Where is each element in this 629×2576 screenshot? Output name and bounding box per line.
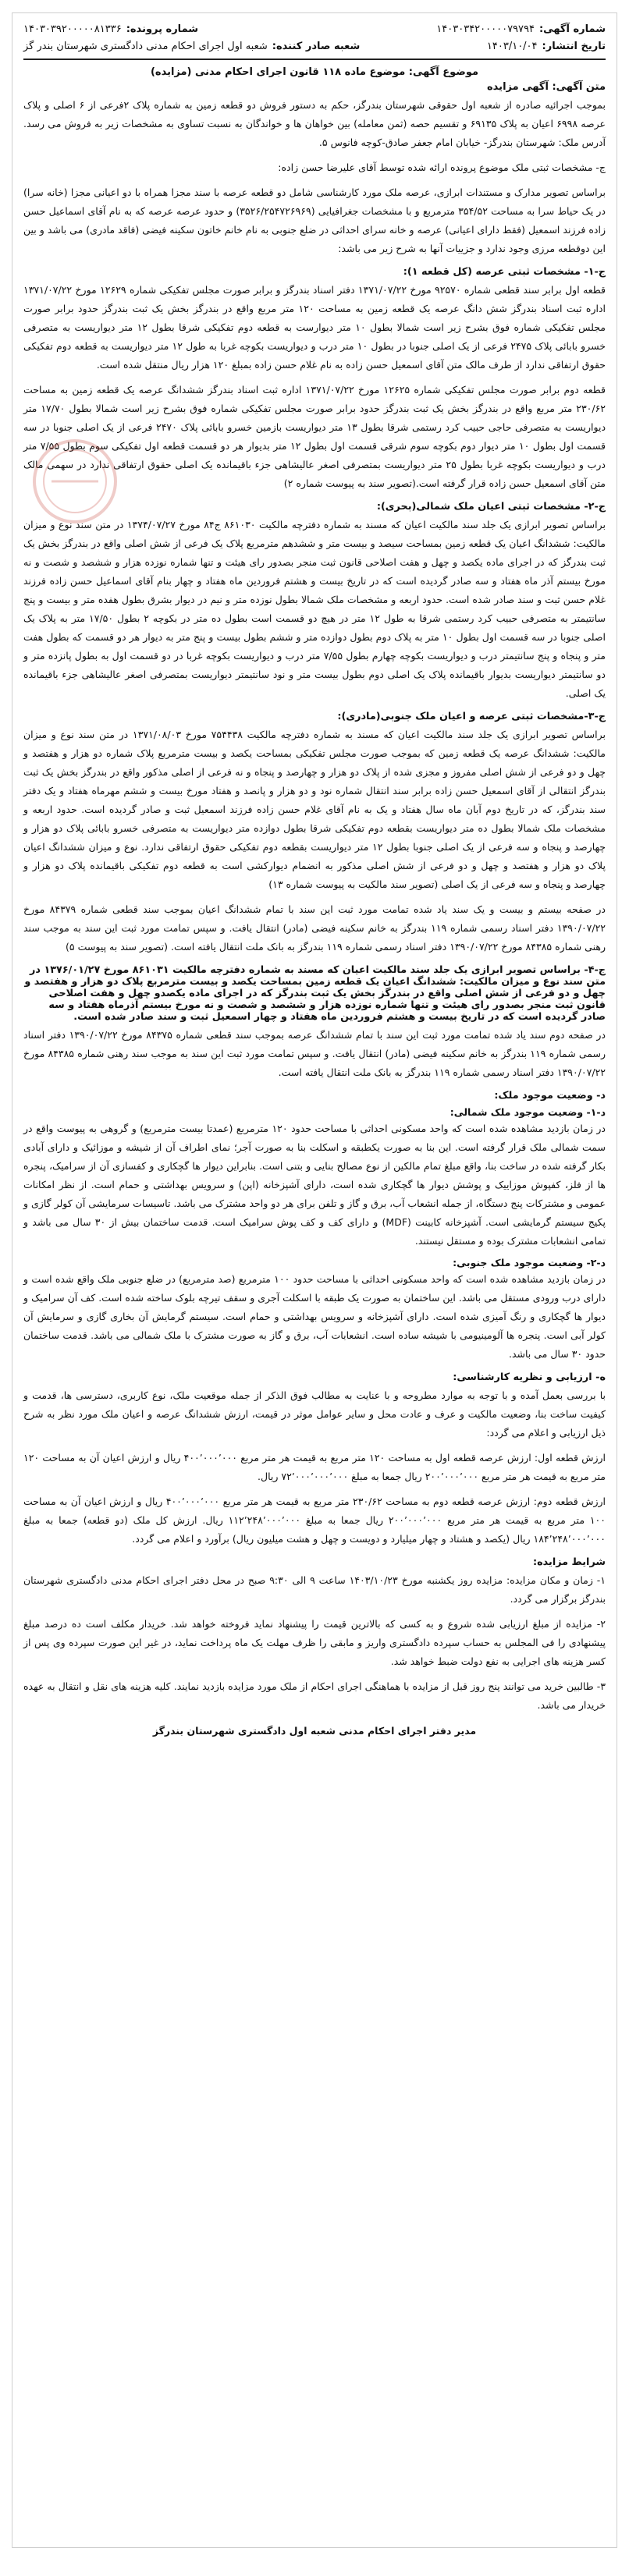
header-row-1 <box>23 21 606 38</box>
section-4-title: ج-۴- براساس تصویر ابرازی یک جلد سند مالکیت اعیان که مسند به شماره دفترچه مالکیت ۸۶۱۰۳۱ مورخ ۱۳۷۶/۰۱/۲۷ در متن سند نوع و میزان مالکیت: ششدانگ اعیان یک قطعه زمین بمساحت یکصد و بیست مترمربع پلاک دو هزار و هفتصد و چهل و دو فرعی از شش اصلی واقع در بندرگز بخش یک ثبت بندرگز که در اجرای ماده یکصدو چهل و هفت اصلاحی قانون ثبت منجر بصدور رای هیئت و تنها شماره نوزده هزار و ششصد و شصت و نه مورخ بیستم آذرماه هفتاد و سه صادر گردیده است که در تاریخ بیست و هشتم فروردین ماه هفتاد و چهار اسمعیل ثبت و سند صادر شده است. <box>24 964 606 1023</box>
section-h-p1: با بررسی بعمل آمده و با توجه به موارد مطروحه و با عنایت به مطالب فوق الذکر از جمله موقعیت ملک، نوع کاربری، دسترسی ها، قدمت و کیفیت ساخت بنا، وضعیت مالکیت و عرف و عادت محل و سایر عوامل موثر در قیمت، ارزش ششدانگ عرصه و اعیان ملک مورد نظر به شرح ذیل ارزیابی و اعلام می گردد: <box>23 1389 606 1439</box>
section-1-p2: قطعه دوم برابر صورت مجلس تفکیکی شماره ۱۲۶۲۵ مورخ ۱۳۷۱/۰۷/۲۲ اداره ثبت اسناد بندرگز ششدانگ عرصه یک قطعه زمین به مساحت ۲۳۰/۶۲ متر مربع واقع در بندرگز بخش یک ثبت بندرگز حدود برابر صورت مجلس تفکیکی شماره فوق بشرح زیر است شمالا بطول ۱۷/۷۰ متر دیواریست به متصرفی حاجی حبیب کرد رستمی شرقا بطول ۱۳ متر دیواریست بازمین خسرو بابائی پلاک ۲۴۷۰ فرعی از یک اصلی جنوبا در سه قسمت اول بطول ۱۰ متر دیوار دوم بکوچه سوم شرقی قسمت اول بطول ۱۲ متر بدیوار هر دو قسمت قطعه اول تفکیکی سوم بطول ۷/۵۵ متر درب و دیواریست بکوچه غربا بطول ۲۵ متر دیواریست بمتصرفی اصغر عالیشاهی جزء باقیمانده یک اصلی حقوق ارتفاقی ندارد در سهمی مالک متن آقای اسمعیل حسن زاده قرار گرفته است.(تصویر سند به پیوست شماره ۲) <box>23 384 606 489</box>
issue-date: تاریخ انتشار: ۱۴۰۳/۱۰/۰۴ <box>486 41 606 52</box>
signature: مدیر دفتر اجرای احکام مدنی شعبه اول دادگستری شهرستان بندرگز <box>152 1725 477 1737</box>
section-h-p3: ارزش قطعه دوم: ارزش عرصه قطعه دوم به مساحت ۲۳۰/۶۲ متر مربع به قیمت هر متر مربع ۴۰۰٬۰۰۰٬۰۰۰ ریال و ارزش اعیان آن به مساحت ۱۰۰ متر مربع به قیمت هر متر مربع ۲۰۰٬۰۰۰٬۰۰۰ ریال جمعا به مبلغ ۱۱۲٬۲۴۸٬۰۰۰٬۰۰۰ ریال. ارزش کل ملک (دو قطعه) جمعا به مبلغ ۱۸۴٬۲۴۸٬۰۰۰٬۰۰۰ ریال (یکصد و هشتاد و چهار میلیارد و دویست و چهل و هشت میلیون ریال) برآورد و اعلام می گردد. <box>23 1496 606 1545</box>
notice-number: شماره آگهی: ۱۴۰۳۰۳۴۲۰۰۰۰۰۷۹۷۹۴ <box>436 23 606 35</box>
auction-p2: ۲- مزایده از مبلغ ارزیابی شده شروع و به کسی که بالاترین قیمت را پیشنهاد نماید فروخته خواهد شد. خریدار مکلف است ده درصد مبلغ پیشنهادی را فی المجلس به حساب سپرده دادگستری واریز و مابقی را ظرف مهلت یک ماه پرداخت نماید، در غیر این صورت سپرده وی پس از کسر هزینه های اجرایی به نفع دولت ضبط خواهد شد. <box>23 1618 606 1667</box>
section-4-p2: در صفحه دوم سند یاد شده تمامت مورد ثبت این سند با تمام ششدانگ عرصه بموجب سند قطعی شماره ۸۴۳۷۵ مورخ ۱۳۹۰/۰۷/۲۲ دفتر اسناد رسمی شماره ۱۱۹ بندرگز به خانم سکینه فیضی (مادر) انتقال یافت. و سپس تمامت مورد ثبت این سند به موجب سند رهنی شماره ۸۴۳۸۵ مورخ ۱۳۹۰/۰۷/۲۲ دفتر اسناد رسمی شماره ۱۱۹ بندرگز به بانک ملت انتقال یافته است. <box>23 1029 606 1078</box>
issuing-branch: شعبه صادر کننده: شعبه اول اجرای احکام مدنی دادگستری شهرستان بندر گز <box>23 41 361 52</box>
auction-title: شرایط مزایده: <box>532 1556 606 1568</box>
notice-page <box>12 12 617 2548</box>
auction-p1: ۱- زمان و مکان مزایده: مزایده روز یکشنبه مورخ ۱۴۰۳/۱۰/۲۳ ساعت ۹ الی ۹:۳۰ صبح در محل دفتر اجرای احکام مدنی دادگستری شهرستان بندرگز برگزار می گردد. <box>23 1574 606 1605</box>
footer <box>23 1723 606 1740</box>
section-2-p1: براساس تصویر ابرازی یک جلد سند مالکیت اعیان که مسند به شماره دفترچه مالکیت ۸۶۱۰۳۰ ج۸۴ مورخ ۱۳۷۴/۰۷/۲۷ در متن سند نوع و میزان مالکیت: ششدانگ اعیان یک قطعه زمین بمساحت سیصد و بیست متر و ششدهم مترمربع پلاک یک فرعی از شش اصلی واقع در بندرگز بخش یک ثبت بندرگز که در اجرای ماده یکصد و چهل و هفت اصلاحی قانون ثبت منجر بصدور رای هیئت و تنها شماره نوزده هزار و ششصد و شصت و نه مورخ بیستم آذر ماه هفتاد و سه صادر گردیده است که در تاریخ بیست و هشتم فروردین ماه هفتاد و چهار بنام آقای اسماعیل حسن زاده فرزند غلام حسن ثبت و سند صادر شده است. حدود اربعه و مشخصات ملک شمالا بطول نوزده متر و نیم در دیوار بشرق بطول هفده متر و بیست و پنج سانتیمتر به متصرفی حبیب کرد رستمی شرقا به طول ۱۲ متر در هیچ دو قسمت است بطول ده متر در بکوچه ۲ بطول ۱۷/۵۰ متر به پلاک یک اصلی جنوبا در سه قسمت اول بطول ۱۰ متر به پلاک دوم بطول دوازده متر و ششم بطول بیست و پنج متر به دیوار هر دو قسمت که بطول هفت متر و پنجاه و پنج سانتیمتر درب و دیواریست بکوچه چهارم بطول ۷/۵۵ متر درب و دیواریست بکوچه غربا در دو قسمت اول به بطول پانزده متر و دو سانتیمتر دیواریست بدیوار باقیمانده پلاک یک اصلی دوم بطول بیست متر و نود سانتیمتر دیواریست بمتصرفی اصغر عالیشاهی جزء باقیمانده یک اصلی. <box>23 519 606 699</box>
section-d2-p1: در زمان بازدید مشاهده شده است که واحد مسکونی احداثی با مساحت حدود ۱۰۰ مترمربع (صد مترمربع) در ضلع جنوبی ملک واقع شده است و دارای درب ورودی مستقل می باشد. این ساختمان به صورت یک طبقه با اسکلت آجری و سقف تیرچه بلوک ساخته شده است. کف آن سرامیک و دیوار ها گچکاری و رنگ آمیزی شده است. دارای آشپزخانه و سرویس بهداشتی و حمام است. سیستم گرمایش آن بخاری گازی و سرمایش آن کولر آبی است. پنجره ها آلومینیومی با شیشه ساده است. انشعابات آب، برق و گاز به صورت مشترک با ملک شمالی می باشد. قدمت ساختمان حدود ۳۰ سال می باشد. <box>23 1273 606 1360</box>
section-d2-title: د-۲- وضعیت موجود ملک جنوبی: <box>453 1257 606 1268</box>
file-number: شماره پرونده: ۱۴۰۳۰۳۹۲۰۰۰۰۰۸۱۳۳۶ <box>23 23 199 35</box>
section-3-p1: براساس تصویر ابرازی یک جلد سند مالکیت اعیان که مسند به شماره دفترچه مالکیت ۷۵۴۴۳۸ مورخ ۱۳۷۱/۰۸/۰۳ در متن سند نوع و میزان مالکیت: ششدانگ عرصه یک قطعه زمین که بموجب صورت مجلس تفکیکی بمساحت یکصد و بیست مترمربع پلاک شماره دو هزار و هفتصد و چهل و دو فرعی از شش اصلی مفروز و مجزی شده از پلاک دو هزار و چهارصد و پنجاه و نه فرعی از اصلی مذکور واقع در بندرگز بخش یک ثبت بندرگز انتقالی از آقای اسمعیل حسن زاده برابر سند انتقال شماره نود و دو هزار و پانصد و هفتاد مورخ بیست و ششم مهرماه هفتاد و یک دفتر سند بندرگز، که در تاریخ دوم آبان ماه سال هفتاد و یک به نام آقای غلام حسن زاده فرزند اسمعیل ثبت و صادر گردیده است. حدود اربعه و مشخصات ملک شمالا بطول ده متر دیواریست بقطعه دوم تفکیکی شرقا بطول دوازده متر دیواریست به متصرفی خسرو بابائی پلاک دو هزار و چهارصد و پنجاه و سه فرعی از یک اصلی جنوبا بطول ۱۲ متر دیواریست بقطعه دوم تفکیکی حقوق ارتفاقی ندارد. نوع و میزان ششدانگ اعیان پلاک دو هزار و هفتصد و چهل و دو فرعی از شش اصلی مذکور به انضمام دیوارکشی است به قطعه دوم تفکیکی باقیمانده پلاک دو هزار و چهارصد و پنجاه و سه فرعی از یک اصلی (تصویر سند مالکیت به پیوست شماره ۱۳) <box>23 729 606 890</box>
review-paragraph: براساس تصویر مدارک و مستندات ابرازی، عرصه ملک مورد کارشناسی شامل دو قطعه عرصه با سند مجزا همراه با دو اعیانی مجزا (خانه سرا) در یک حیاط سرا به مساحت ۳۵۴/۵۲ مترمربع و با مشخصات جغرافیایی (۳۵۲۶/۲۵۴۷۲۶۹۶۹) و حدود عرصه عرصه که به نام آقای اسماعیل حسن زاده فرزند اسمعیل (فقط دارای اعیانی) عرصه و خانه سرای احداثی در ضلع جنوبی به نام خانم خاتون سکینه فیضی (فاقد مادری) می باشد و بین این دوقطعه مرزی وجود ندارد و جزییات آنها به شرح زیر می باشد: <box>23 186 606 254</box>
section-2-title: ج-۲- مشخصات ثبتی اعیان ملک شمالی(بحری): <box>376 501 606 513</box>
divider <box>23 59 606 60</box>
section-d1-title: د-۱- وضعیت موجود ملک شمالی: <box>450 1106 606 1118</box>
section-3-title: ج-۳-مشخصات ثبتی عرصه و اعیان ملک جنوبی(مادری): <box>337 711 606 722</box>
intro-paragraph: بموجب اجرائیه صادره از شعبه اول حقوقی شهرستان بندرگز، حکم به دستور فروش دو قطعه زمین به شماره پلاک ۲فرعی از ۶ اصلی و پلاک عرصه ۶۹۹۸ اعیان به پلاک ۶۹۱۳۵ و تقسیم حصه (ثمن معامله) بین خواهان ها و خواندگان به نسبت تساوی به مشخصات زیر به فروش می رسد. آدرس ملک: شهرستان بندرگز- خیابان امام جعفر صادق-کوچه فانوس ۵. <box>23 99 606 148</box>
section-d1-p1: در زمان بازدید مشاهده شده است که واحد مسکونی احداثی با مساحت حدود ۱۲۰ مترمربع (عمدتا بیست مترمربع) و گروهی به پیوست واقع در سمت شمالی ملک قرار گرفته است. این بنا به صورت یکطبقه و اسکلت بنا به صورت آجر؛ نمای اطراف آن از شیشه و موزائیک و دارای آبادی بکار گرفته شده در ساخت بنا، واقع مبلغ تمام مالکین از نوع مصالح بنایی و بتنی است. بنابراین دیوار ها گچکاری و کفسازی آن از سرامیک، پنجره ها از فلز، کفپوش موزاییک و پوشش دیوار ها گچکاری شده است، دارای آشپزخانه (اپن) و سرویس بهداشتی و حمام است. از نظر امکانات عمومی و مشترکات پنج دستگاه، از جمله انشعاب آب، برق و گاز و تلفن برای هر دو واحد مشترک می باشد. تاسیسات سرمایشی آن کولر گازی و پکیج سیستم گرمایشی است. آشپزخانه کابینت (MDF) و دارای کف و کف پوش سرامیک است. قدمت ساختمان بیش از ۳۰ سال می باشد و تمامی انشعابات مشترک بوده و مستقل نیستند. <box>23 1123 606 1247</box>
section-3-p2: در صفحه بیستم و بیست و یک سند یاد شده تمامت مورد ثبت این سند با تمام ششدانگ اعیان بموجب سند قطعی شماره ۸۴۳۷۹ مورخ ۱۳۹۰/۰۷/۲۲ دفتر اسناد رسمی شماره ۱۱۹ بندرگز به خانم سکینه فیضی (مادر) انتقال یافت. و سپس تمامت مورد ثبت این سند به موجب سند رهنی شماره ۸۴۳۸۵ مورخ ۱۳۹۰/۰۷/۲۲ دفتر اسناد رسمی شماره ۱۱۹ بندرگز به بانک ملت انتقال یافته است. (تصویر سند به پیوست ۵) <box>23 903 606 953</box>
header-row-2 <box>23 38 606 55</box>
section-1-p1: قطعه اول برابر سند قطعی شماره ۹۲۵۷۰ مورخ ۱۳۷۱/۰۷/۲۲ دفتر اسناد بندرگز و برابر صورت مجلس تفکیکی شماره ۱۲۶۲۹ مورخ ۱۳۷۱/۰۷/۲۲ اداره ثبت اسناد بندرگز شش دانگ عرصه یک قطعه زمین به مساحت ۱۲۰ متر مربع واقع در بندرگز بخش یک ثبت بندرگز حدود برابر صورت مجلس تفکیکی شماره فوق بشرح زیر است شمالا بطول ۱۰ متر دیوارست به قطعه دوم تفکیکی شرقا بطول ۱۲ متر دیواریست به متصرفی خسرو بابائی پلاک ۲۴۷۵ فرعی از یک اصلی جنوبا در بطول ۱۰ متر درب و دیواریست بکوچه غربا به طول ۱۲ متر دیواریست به قطعه دوم تفکیکی حقوق ارتفاقی ندارد از طرف مالک متن آقای اسمعیل حسن زاده به نام غلام حسن زاده بمبلغ ۱۲۰ هزار ریال منتقل شده است. <box>23 284 606 371</box>
section-d-title: د- وضعیت موجود ملک: <box>494 1090 606 1102</box>
section-1-title: ج-۱- مشخصات ثبتی عرصه (کل قطعه ۱): <box>403 266 606 278</box>
basis-paragraph: ج- مشخصات ثبتی ملک موضوع پرونده ارائه شده توسط آقای علیرضا حسن زاده: <box>278 161 606 173</box>
auction-p3: ۳- طالبین خرید می توانند پنج روز قبل از مزایده با هماهنگی اجرای احکام از ملک مورد مزایده بازدید نمایند. کلیه هزینه های نقل و انتقال به عهده خریدار می باشد. <box>23 1680 606 1711</box>
section-h-title: ه- ارزیابی و نظریه کارشناسی: <box>453 1371 606 1383</box>
notice-opener: متن آگهی: آگهی مزایده <box>487 81 606 93</box>
section-h-p2: ارزش قطعه اول: ارزش عرصه قطعه اول به مساحت ۱۲۰ متر مربع به قیمت هر متر مربع ۴۰۰٬۰۰۰٬۰۰۰ ریال و ارزش اعیان آن به مساحت ۱۲۰ متر مربع به قیمت هر متر مربع ۲۰۰٬۰۰۰٬۰۰۰ ریال جمعا به مبلغ ۷۲٬۰۰۰٬۰۰۰٬۰۰۰ ریال. <box>23 1452 606 1482</box>
notice-subject: موضوع آگهی: موضوع ماده ۱۱۸ قانون اجرای احکام مدنی (مزایده) <box>150 66 479 78</box>
